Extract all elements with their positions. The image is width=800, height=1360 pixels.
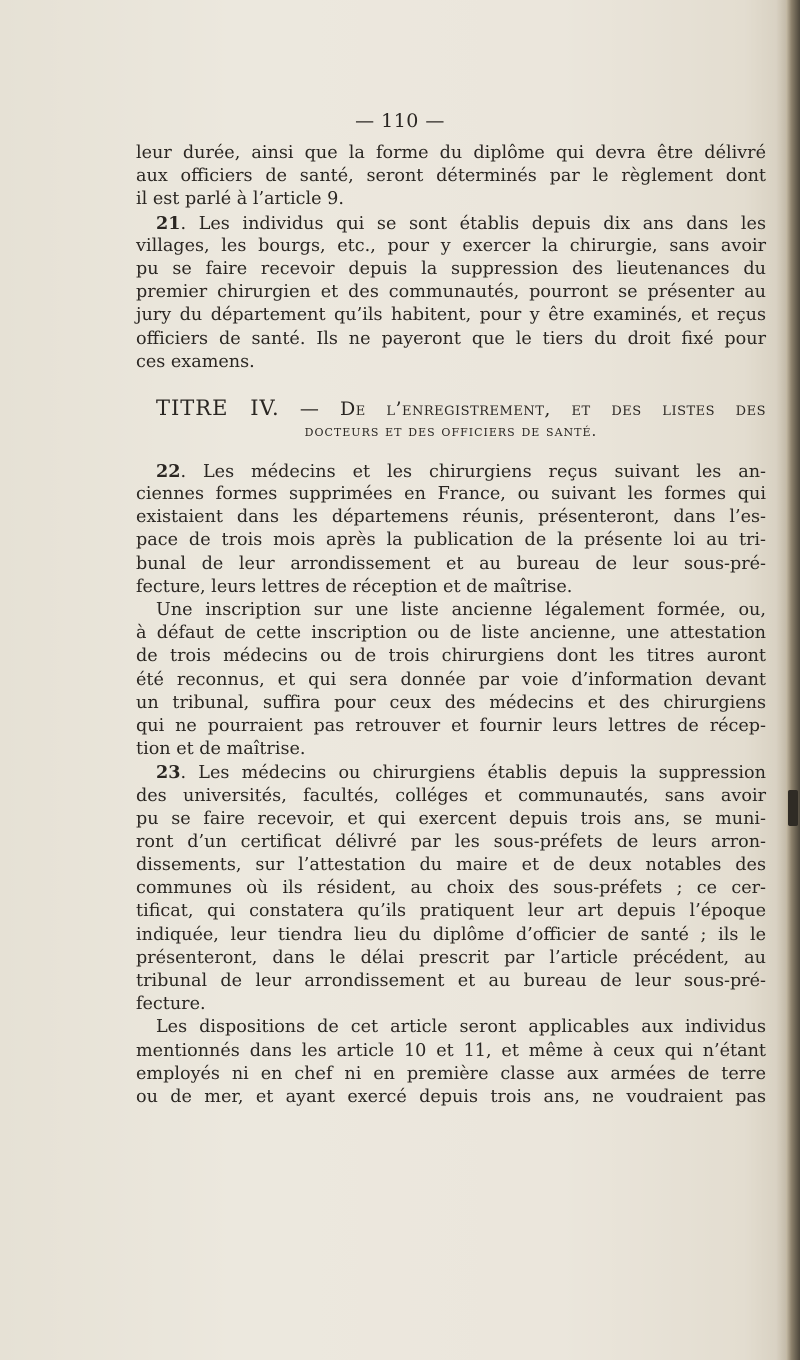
text-line: ront d’un certificat délivré par les sous-préfets de leurs arron- — [136, 831, 766, 852]
spine-tab — [788, 790, 798, 826]
article-first-line-text: . Les médecins ou chirurgiens établis depuis la suppression — [180, 763, 766, 784]
text-line: tribunal de leur arrondissement et au bureau de leur sous-pré- — [136, 971, 766, 991]
article-23 — [136, 761, 766, 1109]
text-line: premier chirurgien et des communautés, pourront se présenter au — [136, 282, 766, 303]
paragraph-continuation — [136, 142, 766, 212]
article-first-line-text: . Les médecins et les chirurgiens reçus suivant les an- — [180, 461, 766, 482]
text-line: Une inscription sur une liste ancienne légalement formée, ou, — [156, 600, 766, 620]
page-body — [136, 142, 766, 1109]
text-line: indiquée, leur tiendra lieu du diplôme d’officier de santé ; ils le — [136, 924, 766, 945]
text-line: aux officiers de santé, seront déterminés par le règlement dont — [136, 166, 766, 187]
text-line: tificat, qui constatera qu’ils pratiquent leur art depuis l’époque — [136, 901, 766, 922]
text-line: tion et de maîtrise. — [136, 739, 306, 760]
text-line: il est parlé à l’article 9. — [136, 189, 344, 210]
text-line: présenteront, dans le délai prescrit par l’article précédent, au — [136, 947, 766, 968]
titre-label: TITRE IV. — [156, 395, 280, 420]
text-line: à défaut de cette inscription ou de liste ancienne, une attestation — [136, 623, 766, 644]
article-21 — [136, 212, 766, 374]
text-line: ciennes formes supprimées en France, ou suivant les formes qui — [136, 484, 766, 505]
text-line: fecture, leurs lettres de réception et de maîtrise. — [136, 576, 573, 597]
heading-text: — De l’enregistrement, et des listes des — [299, 397, 767, 420]
text-line: communes où ils résident, au choix des sous-préfets ; ce cer- — [136, 878, 766, 899]
text-line: de trois médecins ou de trois chirurgiens dont les titres auront — [136, 646, 766, 667]
text-line: bunal de leur arrondissement et au bureau de leur sous-pré- — [136, 553, 766, 574]
text-line: Les dispositions de cet article seront applicables aux individus — [156, 1017, 766, 1038]
article-number: 22 — [156, 460, 181, 482]
text-line: pu se faire recevoir, et qui exercent depuis trois ans, se muni- — [136, 808, 766, 829]
article-22 — [136, 460, 766, 761]
text-line: employés ni en chef ni en première classe aux armées de terre — [136, 1063, 766, 1084]
text-line: dissements, sur l’attestation du maire et de deux notables des — [136, 855, 766, 876]
article-first-line-text: . Les individus qui se sont établis depuis dix ans dans les — [180, 213, 766, 234]
text-line: pace de trois mois après la publication de la présente loi au tri- — [136, 530, 766, 551]
text-line: un tribunal, suffira pour ceux des médecins et des chirurgiens — [136, 692, 766, 713]
text-line: existaient dans les départemens réunis, présenteront, dans l’es- — [136, 507, 766, 528]
text-line: des universités, facultés, colléges et communautés, sans avoir — [136, 785, 766, 806]
text-line: leur durée, ainsi que la forme du diplôme qui devra être délivré — [136, 143, 766, 163]
text-line: officiers de santé. Ils ne payeront que le tiers du droit fixé pour — [136, 328, 766, 349]
article-first-line — [136, 761, 766, 784]
page-number: — 110 — — [355, 110, 445, 132]
heading-line — [136, 396, 766, 420]
heading-subline: docteurs et des officiers de santé. — [304, 421, 598, 440]
article-first-line — [136, 212, 766, 235]
article-number: 23 — [156, 762, 181, 784]
text-line: villages, les bourgs, etc., pour y exercer la chirurgie, sans avoir — [136, 235, 766, 256]
article-first-line — [136, 460, 766, 483]
article-number: 21 — [156, 212, 181, 234]
section-heading — [136, 396, 766, 442]
text-line: qui ne pourraient pas retrouver et fournir leurs lettres de récep- — [136, 715, 766, 736]
text-line: fecture. — [136, 994, 206, 1015]
text-line: ces examens. — [136, 351, 255, 372]
book-spine-edge — [786, 0, 800, 1360]
text-line: été reconnus, et qui sera donnée par voie d’information devant — [136, 669, 766, 690]
text-line: jury du département qu’ils habitent, pour y être examinés, et reçus — [136, 305, 766, 326]
text-line: mentionnés dans les article 10 et 11, et même à ceux qui n’étant — [136, 1040, 766, 1061]
text-line: pu se faire recevoir depuis la suppression des lieutenances du — [136, 258, 766, 279]
text-line: ou de mer, et ayant exercé depuis trois ans, ne voudraient pas — [136, 1086, 766, 1107]
